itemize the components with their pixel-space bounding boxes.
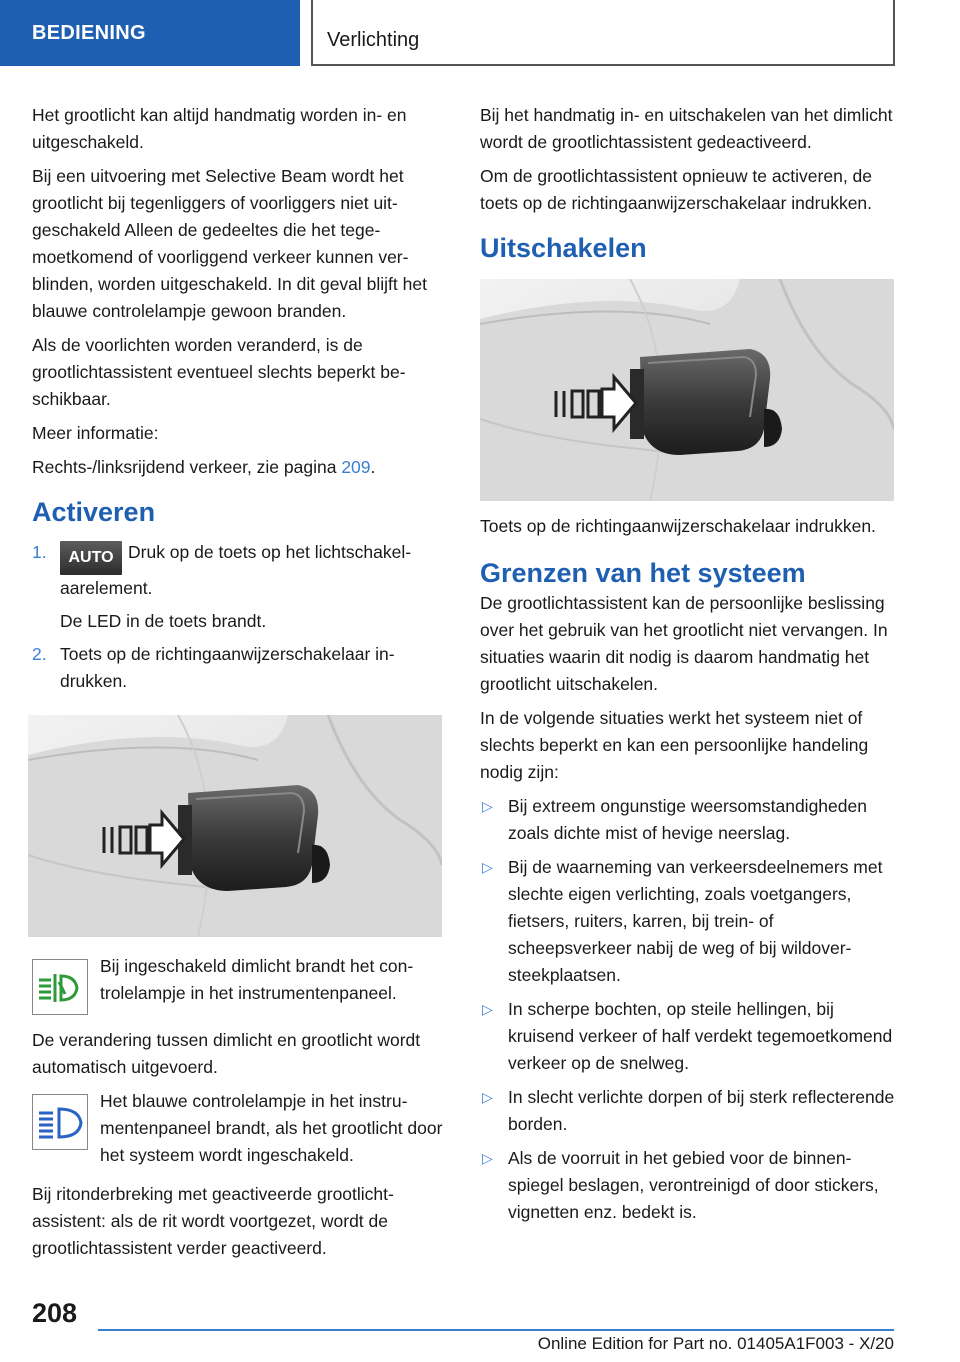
lever-drawing <box>480 279 894 501</box>
page-header <box>0 0 960 66</box>
list-item <box>480 854 898 989</box>
step-number: 1. <box>32 542 47 562</box>
paragraph: De verandering tussen dimlicht en grootlicht wordt automatisch uitgevoerd. <box>32 1030 421 1077</box>
step-item <box>32 641 450 695</box>
paragraph: Bij ritonderbreking met geactiveerde grootlichtassistent: als de rit wordt voortgezet, wordt de grootlichtassistent verder geactiveerd. <box>32 1184 394 1258</box>
low-beam-indicator-note <box>32 953 450 1015</box>
step-text: Toets op de richtingaanwijzerschakelaar indrukken. <box>60 644 395 691</box>
high-beam-indicator-icon <box>32 1094 88 1150</box>
step-item <box>32 539 450 635</box>
paragraph: Meer informatie: <box>32 423 159 443</box>
bullet-triangle-icon: ▷ <box>482 1001 493 1017</box>
auto-key-icon: AUTO <box>60 541 122 575</box>
list-item-text: In scherpe bochten, op steile hellingen, bij kruisend verkeer of half verdekt tegemoetkomend verkeer op de snelweg. <box>508 999 893 1073</box>
step-text: Druk op de toets op het lichtschakelaarelement. <box>60 542 412 598</box>
reference-text: Rechts-/linksrijdend verkeer, zie pagina <box>32 457 342 477</box>
paragraph: Het grootlicht kan altijd handmatig worden in- en uitgeschakeld. <box>32 105 407 152</box>
paragraph: Om de grootlichtassistent opnieuw te activeren, de toets op de richtingaanwijzerschakelaar indrukken. <box>480 166 873 213</box>
list-item <box>480 793 898 847</box>
list-item <box>480 1145 898 1226</box>
list-item <box>480 1084 898 1138</box>
chapter-title: Verlichting <box>327 29 420 51</box>
indicator-description: Bij ingeschakeld dimlicht brandt het controlelampje in het instrumentenpaneel. <box>100 956 414 1003</box>
paragraph: Als de voorlichten worden veranderd, is de grootlichtassistent eventueel slechts beperkt beschikbaar. <box>32 335 406 409</box>
header-divider-right <box>893 0 895 66</box>
paragraph-with-reference <box>32 454 450 481</box>
bullet-triangle-icon: ▷ <box>482 859 493 875</box>
page-number: 208 <box>32 1298 78 1328</box>
limitations-list <box>480 793 898 1226</box>
lever-drawing <box>28 715 442 937</box>
list-item-text: Als de voorruit in het gebied voor de binnenspiegel beslagen, verontreinigd of door stickers, vignetten enz. bedekt is. <box>508 1148 879 1222</box>
header-underline <box>311 64 895 66</box>
bullet-triangle-icon: ▷ <box>482 1089 493 1105</box>
figure-caption: Toets op de richtingaanwijzerschakelaar indrukken. <box>480 516 876 536</box>
right-column <box>480 102 898 1233</box>
paragraph: In de volgende situaties werkt het systeem niet of slechts beperkt en kan een persoonlijke handeling nodig zijn: <box>480 708 869 782</box>
section-tab: BEDIENING <box>0 0 300 66</box>
bullet-triangle-icon: ▷ <box>482 1150 493 1166</box>
step-number: 2. <box>32 644 47 664</box>
edition-info: Online Edition for Part no. 01405A1F003 - X/20 <box>537 1334 894 1353</box>
bullet-triangle-icon: ▷ <box>482 798 493 814</box>
reference-end: . <box>370 457 376 477</box>
list-item <box>480 996 898 1077</box>
paragraph: Bij een uitvoering met Selective Beam wordt het grootlicht bij tegenliggers of voorliggers niet uitgeschakeld Alleen de gedeeltes die het tegemoetkomend of voorliggend verkeer kunnen verblinden, worden uitgeschakeld. In dit geval blijft het blauwe controlelampje gewoon branden. <box>32 166 427 321</box>
heading-activeren: Activeren <box>32 497 156 527</box>
page-reference-link[interactable]: 209 <box>341 457 371 477</box>
high-beam-indicator-note <box>32 1088 450 1169</box>
footer-rule <box>98 1329 894 1331</box>
list-item-text: Bij de waarneming van verkeersdeelnemers met slechte eigen verlichting, zoals voetgangers, fietsers, ruiters, karren, bij trein- of scheepsverkeer nabij de weg of bij wildoversteekplaatsen. <box>508 857 883 985</box>
paragraph: Bij het handmatig in- en uitschakelen van het dimlicht wordt de grootlichtassistent gedeactiveerd. <box>480 105 893 152</box>
list-item-text: Bij extreem ongunstige weersomstandigheden zoals dichte mist of hevige neerslag. <box>508 796 867 843</box>
heading-uitschakelen: Uitschakelen <box>480 233 647 263</box>
list-item-text: In slecht verlichte dorpen of bij sterk reflecterende borden. <box>508 1087 895 1134</box>
paragraph: De grootlichtassistent kan de persoonlijke beslissing over het gebruik van het grootlicht niet vervangen. In situaties waarin dit nodig is daarom handmatig het grootlicht uitschakelen. <box>480 593 888 694</box>
step-subtext: De LED in de toets brandt. <box>60 611 267 631</box>
left-column <box>32 102 450 1269</box>
turn-signal-lever-illustration <box>480 279 894 501</box>
heading-grenzen: Grenzen van het systeem <box>480 558 806 588</box>
turn-signal-lever-illustration <box>28 715 442 937</box>
indicator-description: Het blauwe controlelampje in het instrumentenpaneel brandt, als het grootlicht door het systeem wordt ingeschakeld. <box>100 1091 443 1165</box>
steps-list <box>32 539 450 695</box>
low-beam-indicator-icon <box>32 959 88 1015</box>
